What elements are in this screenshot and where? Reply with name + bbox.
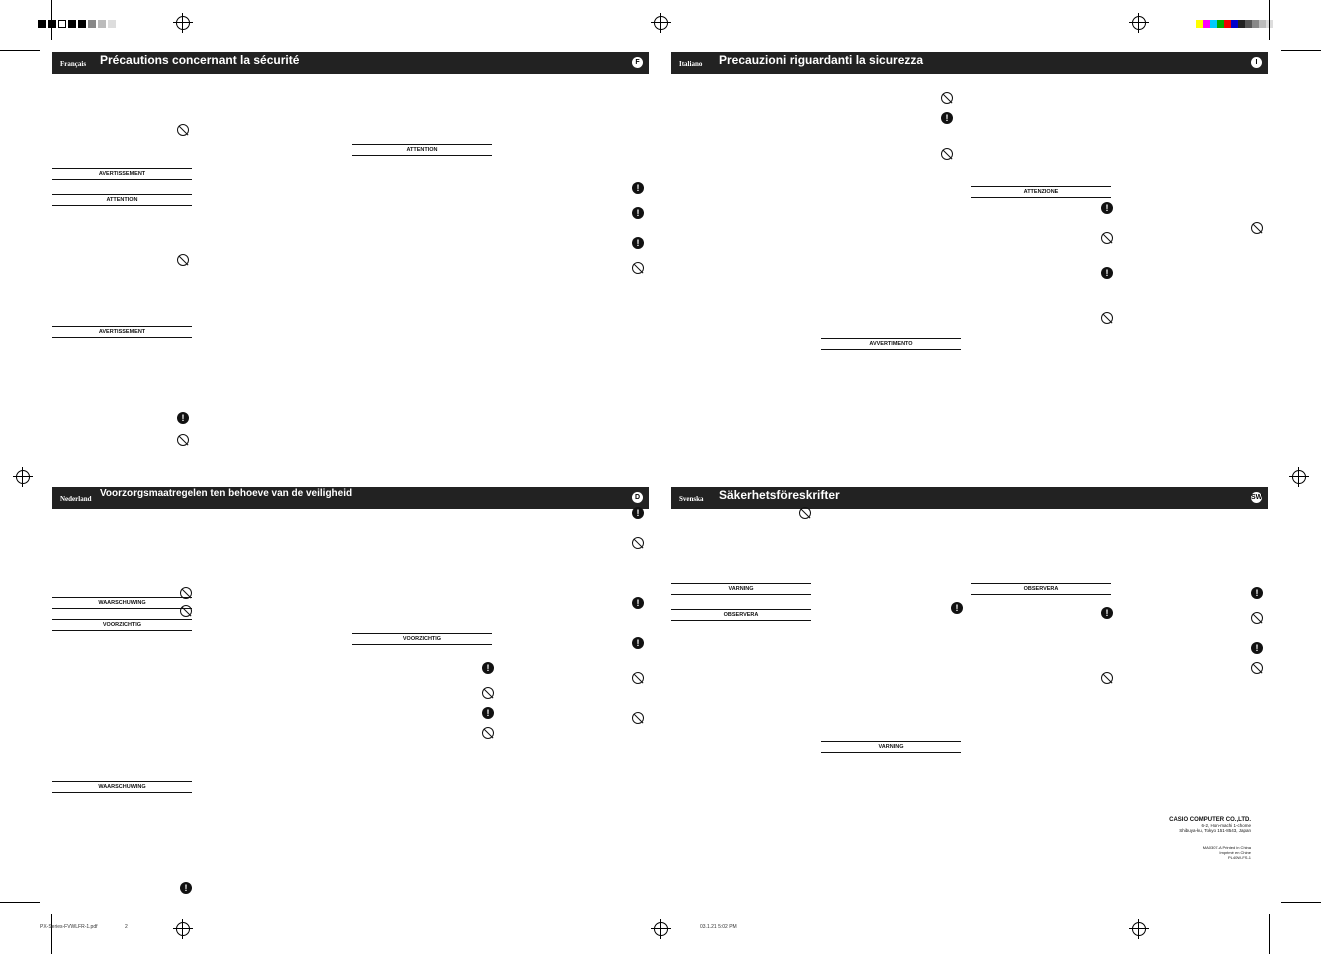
prohibited-icon <box>799 507 811 519</box>
text-column <box>971 78 1111 467</box>
mandatory-icon: ! <box>632 182 644 194</box>
mandatory-icon: ! <box>482 707 494 719</box>
registration-target-top-left <box>176 16 190 30</box>
prohibited-icon <box>632 537 644 549</box>
registration-bar-left <box>38 18 118 28</box>
mandatory-icon: ! <box>632 507 644 519</box>
panel-italian <box>671 52 1268 467</box>
crop-mark <box>51 0 52 40</box>
text-column <box>52 78 192 467</box>
crop-mark <box>0 902 40 903</box>
mandatory-icon: ! <box>632 637 644 649</box>
language-label: Français <box>60 60 87 68</box>
panel-french <box>52 52 649 467</box>
panel-header <box>671 52 1268 74</box>
file-name: PX-Series-FVWLFR-1.pdf <box>40 924 98 930</box>
language-badge: D <box>632 492 643 503</box>
prohibited-icon <box>1251 612 1263 624</box>
company-name: CASIO COMPUTER CO.,LTD. <box>1169 817 1251 823</box>
language-badge: I <box>1251 57 1262 68</box>
prohibited-icon <box>1101 672 1113 684</box>
mandatory-icon: ! <box>180 882 192 894</box>
color-bar-right <box>1196 18 1286 28</box>
section-heading: VARNING <box>671 583 811 595</box>
crop-mark <box>51 914 52 954</box>
section-heading: OBSERVERA <box>971 583 1111 595</box>
prohibited-icon <box>1101 312 1113 324</box>
text-column <box>52 513 192 902</box>
language-label: Nederland <box>60 495 92 503</box>
text-column <box>202 78 342 467</box>
section-heading: ATTENTION <box>352 144 492 156</box>
prohibited-icon <box>177 434 189 446</box>
section-heading: VOORZICHTIG <box>52 619 192 631</box>
prohibited-icon <box>632 712 644 724</box>
text-column <box>202 513 342 902</box>
company-block <box>1111 817 1251 860</box>
section-heading: WAARSCHUWING <box>52 781 192 793</box>
mandatory-icon: ! <box>632 207 644 219</box>
mandatory-icon: ! <box>1251 587 1263 599</box>
section-heading: OBSERVERA <box>671 609 811 621</box>
language-label: Italiano <box>679 60 703 68</box>
registration-target-middle-left <box>16 470 30 484</box>
page-number: 2 <box>125 924 128 930</box>
prohibited-icon <box>941 92 953 104</box>
mandatory-icon: ! <box>632 597 644 609</box>
section-heading: VARNING <box>821 741 961 753</box>
registration-target-bottom-left <box>176 922 190 936</box>
panel-swedish <box>671 487 1268 902</box>
panel-dutch <box>52 487 649 902</box>
panel-header <box>52 487 649 509</box>
print-date: 03.1.21 5:02 PM <box>700 924 737 930</box>
language-label: Svenska <box>679 495 704 503</box>
prohibited-icon <box>180 605 192 617</box>
language-badge: SW <box>1251 494 1263 501</box>
mandatory-icon: ! <box>632 237 644 249</box>
crop-mark <box>1281 902 1321 903</box>
registration-target-middle-right <box>1292 470 1306 484</box>
mandatory-icon: ! <box>1101 267 1113 279</box>
text-column <box>671 78 811 467</box>
section-heading: WAARSCHUWING <box>52 597 192 609</box>
mandatory-icon: ! <box>951 602 963 614</box>
mandatory-icon: ! <box>177 412 189 424</box>
registration-target-top-center <box>654 16 668 30</box>
mandatory-icon: ! <box>941 112 953 124</box>
prohibited-icon <box>177 254 189 266</box>
registration-target-bottom-center <box>654 922 668 936</box>
text-column <box>504 78 629 467</box>
prohibited-icon <box>180 587 192 599</box>
company-address: Shibuya-ku, Tokyo 151-8543, Japan <box>1179 828 1251 833</box>
panel-title: Säkerhetsföreskrifter <box>719 488 840 502</box>
panel-header <box>52 52 649 74</box>
text-column <box>821 513 961 902</box>
language-badge: F <box>632 57 643 68</box>
prohibited-icon <box>177 124 189 136</box>
text-column <box>1123 78 1248 467</box>
prohibited-icon <box>1101 232 1113 244</box>
prohibited-icon <box>941 148 953 160</box>
text-column <box>504 513 629 902</box>
registration-target-bottom-right <box>1132 922 1146 936</box>
crop-mark <box>1269 0 1270 40</box>
prohibited-icon <box>632 262 644 274</box>
crop-mark <box>1269 914 1270 954</box>
mandatory-icon: ! <box>1251 642 1263 654</box>
section-heading: VOORZICHTIG <box>352 633 492 645</box>
crop-mark <box>0 50 40 51</box>
text-column <box>671 513 811 902</box>
mandatory-icon: ! <box>1101 607 1113 619</box>
panel-title: Précautions concernant la sécurité <box>100 53 300 67</box>
text-column <box>352 513 492 902</box>
company-address: 6-2, Hon-machi 1-chome <box>1201 823 1251 828</box>
prohibited-icon <box>1251 222 1263 234</box>
model-code: PL40W-FS-1 <box>1227 855 1251 860</box>
section-heading: AVERTISSEMENT <box>52 326 192 338</box>
crop-mark <box>1281 50 1321 51</box>
section-heading: AVERTISSEMENT <box>52 168 192 180</box>
prohibited-icon <box>1251 662 1263 674</box>
panel-title: Precauzioni riguardanti la sicurezza <box>719 53 924 67</box>
prohibited-icon <box>482 687 494 699</box>
section-heading: ATTENTION <box>52 194 192 206</box>
mandatory-icon: ! <box>482 662 494 674</box>
mandatory-icon: ! <box>1101 202 1113 214</box>
prohibited-icon <box>632 672 644 684</box>
panel-header <box>671 487 1268 509</box>
print-code: MA0307-A Printed in China <box>1202 845 1251 850</box>
text-column <box>352 78 492 467</box>
text-column <box>971 513 1111 902</box>
prohibited-icon <box>482 727 494 739</box>
panel-title: Voorzorgsmaatregelen ten behoeve van de veiligheid <box>100 488 353 499</box>
registration-target-top-right <box>1132 16 1146 30</box>
section-heading: AVVERTIMENTO <box>821 338 961 350</box>
print-origin: Imprimé en Chine <box>1219 850 1251 855</box>
text-column <box>821 78 961 467</box>
section-heading: ATTENZIONE <box>971 186 1111 198</box>
